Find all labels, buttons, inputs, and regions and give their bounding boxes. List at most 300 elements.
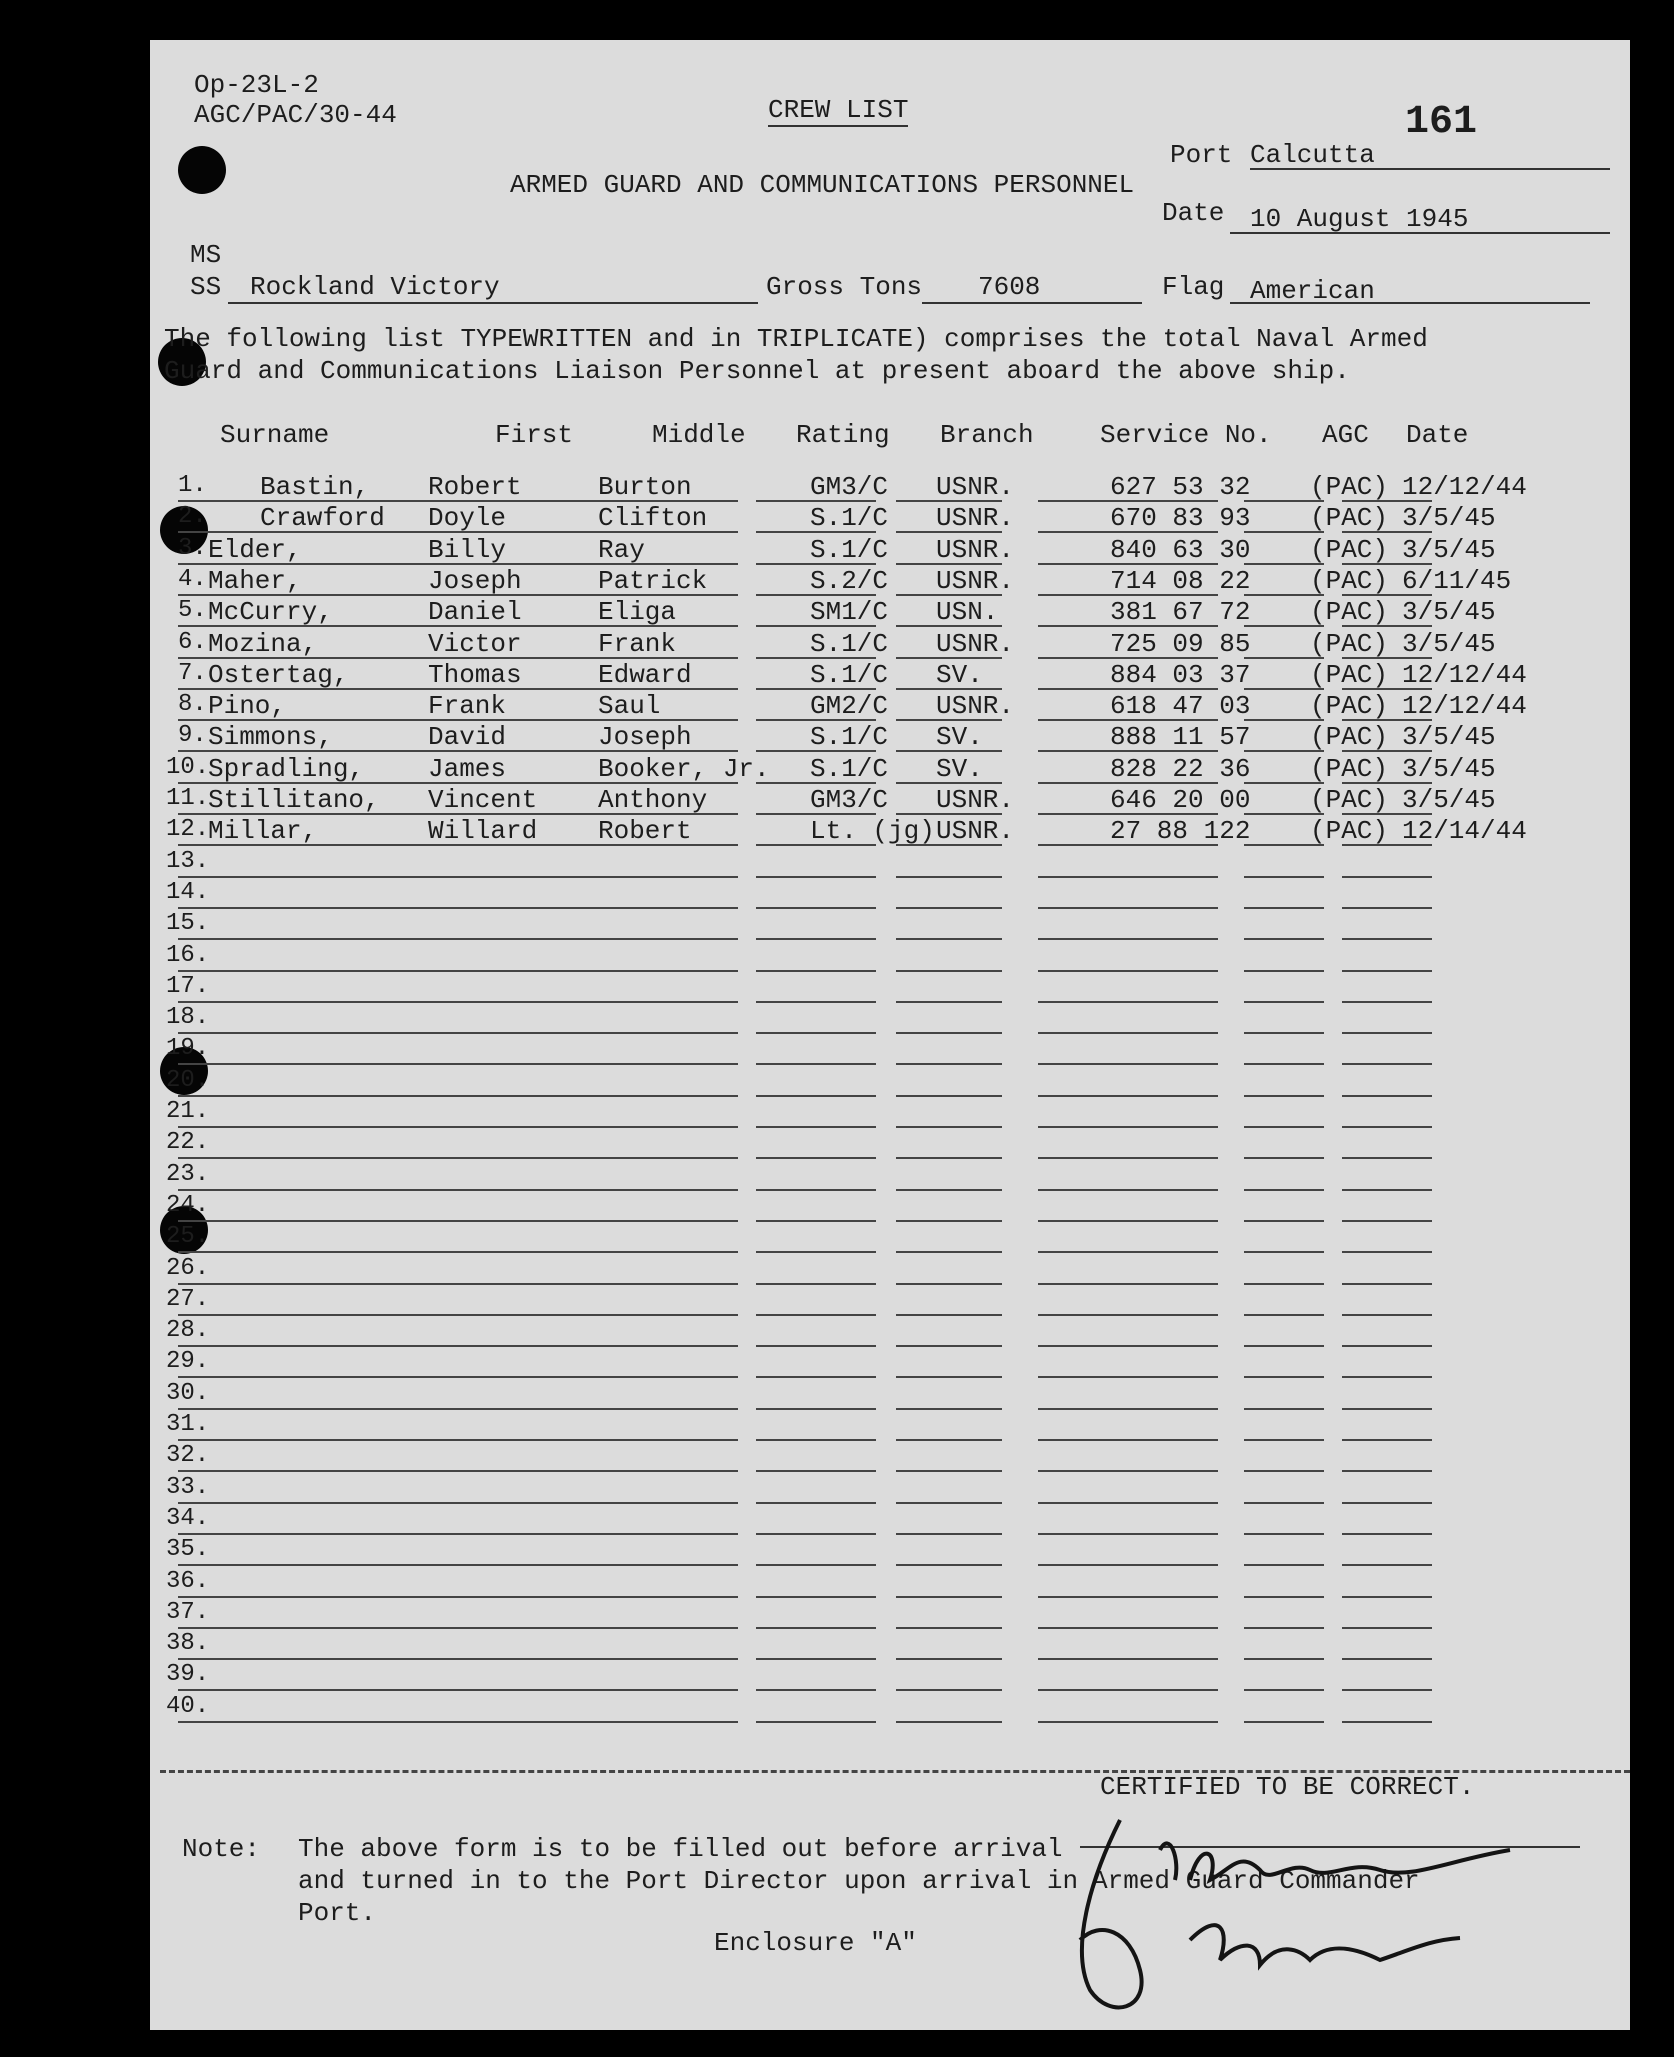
cell-date: 3/5/45 <box>1402 503 1496 534</box>
cell-service: 27 88 122 <box>1110 816 1251 847</box>
row-line <box>1342 1721 1432 1723</box>
row-line <box>178 563 738 565</box>
gross-tons-underline <box>922 302 1142 304</box>
row-line <box>1342 1314 1432 1316</box>
cell-agc: (PAC) <box>1310 659 1389 690</box>
row-line <box>178 1251 738 1253</box>
row-line <box>1038 563 1218 565</box>
row-line <box>756 1251 876 1253</box>
cell-first: David <box>428 722 507 753</box>
row-line <box>756 813 876 815</box>
row-line <box>1038 1502 1218 1504</box>
row-line <box>1342 1376 1432 1378</box>
row-number: 13. <box>166 847 210 875</box>
row-line <box>178 1063 738 1065</box>
cell-first: Doyle <box>428 503 507 534</box>
row-line <box>756 1345 876 1347</box>
row-line <box>1038 1721 1218 1723</box>
row-line <box>178 1189 738 1191</box>
row-line <box>756 907 876 909</box>
row-line <box>1038 1439 1218 1441</box>
cell-first: Thomas <box>428 659 522 690</box>
row-line <box>1038 1063 1218 1065</box>
row-line <box>1342 1439 1432 1441</box>
cell-agc: (PAC) <box>1310 534 1389 565</box>
row-line <box>178 1345 738 1347</box>
row-line <box>1342 531 1432 533</box>
row-line <box>1244 1283 1324 1285</box>
row-line <box>756 1189 876 1191</box>
row-line <box>1244 813 1324 815</box>
flag-value: American <box>1250 276 1375 306</box>
row-line <box>1342 1470 1432 1472</box>
row-line <box>756 876 876 878</box>
cell-date: 3/5/45 <box>1402 628 1496 659</box>
cell-first: Victor <box>428 628 522 659</box>
row-line <box>896 625 1002 627</box>
row-line <box>1244 1408 1324 1410</box>
row-line <box>1038 782 1218 784</box>
row-line <box>1342 1689 1432 1691</box>
row-line <box>896 1251 1002 1253</box>
row-number: 23. <box>166 1160 210 1188</box>
cell-date: 12/14/44 <box>1402 816 1527 847</box>
row-line <box>1244 1126 1324 1128</box>
ms-label: MS <box>190 240 222 270</box>
certified-text: CERTIFIED TO BE CORRECT. <box>1100 1772 1475 1802</box>
row-number: 40. <box>166 1692 210 1720</box>
row-line <box>896 782 1002 784</box>
row-line <box>1244 1627 1324 1629</box>
row-line <box>178 719 738 721</box>
gross-tons-label: Gross Tons <box>766 272 923 302</box>
cell-rating: S.1/C <box>810 628 889 659</box>
row-line <box>1038 876 1218 878</box>
cell-service: 646 20 00 <box>1110 785 1251 815</box>
row-line <box>1244 844 1324 846</box>
row-line <box>756 688 876 690</box>
row-line <box>1244 876 1324 878</box>
row-number: 3. <box>178 534 207 562</box>
row-line <box>1244 907 1324 909</box>
row-line <box>756 531 876 533</box>
row-number: 30. <box>166 1379 210 1407</box>
row-number: 31. <box>166 1411 210 1438</box>
row-line <box>178 1283 738 1285</box>
cell-date: 12/12/44 <box>1402 659 1527 690</box>
row-line <box>1038 750 1218 752</box>
cell-rating: SM1/C <box>810 597 889 628</box>
cell-rating: GM2/C <box>810 691 889 722</box>
cell-surname: Elder, <box>208 534 302 565</box>
cell-first: Frank <box>428 691 507 722</box>
cell-surname: Bastin, <box>260 472 370 502</box>
row-line <box>1244 1157 1324 1159</box>
row-line <box>756 1533 876 1535</box>
cell-rating: GM3/C <box>810 472 889 502</box>
date-label: Date <box>1162 198 1225 228</box>
cell-date: 3/5/45 <box>1402 534 1496 565</box>
row-line <box>896 688 1002 690</box>
row-number: 27. <box>166 1285 210 1313</box>
row-number: 22. <box>166 1129 210 1157</box>
col-middle: Middle <box>652 420 746 450</box>
row-line <box>1244 1376 1324 1378</box>
document-page <box>150 40 1630 2030</box>
cell-rating: S.1/C <box>810 722 889 753</box>
row-line <box>756 1220 876 1222</box>
row-line <box>756 750 876 752</box>
row-line <box>178 844 738 846</box>
row-line <box>1342 1126 1432 1128</box>
row-line <box>178 876 738 878</box>
cell-date: 12/12/44 <box>1402 691 1527 722</box>
row-line <box>1038 1001 1218 1003</box>
form-code-agc: AGC/PAC/30-44 <box>194 100 397 130</box>
row-line <box>896 1314 1002 1316</box>
cell-date: 3/5/45 <box>1402 785 1496 815</box>
row-line <box>896 844 1002 846</box>
row-line <box>756 938 876 940</box>
row-line <box>1038 1314 1218 1316</box>
row-line <box>178 531 738 533</box>
row-line <box>178 938 738 940</box>
row-line <box>756 1095 876 1097</box>
cell-branch: USNR. <box>936 816 1015 847</box>
cell-surname: Simmons, <box>208 722 333 753</box>
row-line <box>1038 625 1218 627</box>
row-line <box>178 1314 738 1316</box>
cell-service: 840 63 30 <box>1110 534 1251 565</box>
cell-agc: (PAC) <box>1310 816 1389 847</box>
row-line <box>756 594 876 596</box>
row-line <box>1038 719 1218 721</box>
row-line <box>1038 1345 1218 1347</box>
row-line <box>896 1408 1002 1410</box>
cell-agc: (PAC) <box>1310 753 1389 784</box>
row-line <box>756 1564 876 1566</box>
row-line <box>896 657 1002 659</box>
row-number: 10. <box>166 753 210 781</box>
row-line <box>1038 1157 1218 1159</box>
row-line <box>756 657 876 659</box>
row-line <box>896 813 1002 815</box>
cell-first: Vincent <box>428 785 538 815</box>
cell-middle: Eliga <box>598 597 677 628</box>
row-line <box>1038 657 1218 659</box>
row-line <box>756 1314 876 1316</box>
cell-first: Willard <box>428 816 538 847</box>
cell-surname: Millar, <box>208 816 318 847</box>
row-line <box>1038 1564 1218 1566</box>
row-line <box>1038 907 1218 909</box>
cell-branch: USNR. <box>936 785 1015 815</box>
note-text-3: Port. <box>298 1898 377 1928</box>
cell-middle: Joseph <box>598 722 692 753</box>
cell-surname: Spradling, <box>208 753 365 784</box>
cell-surname: Stillitano, <box>208 785 380 815</box>
cell-date: 3/5/45 <box>1402 722 1496 753</box>
row-line <box>756 1063 876 1065</box>
row-line <box>1244 657 1324 659</box>
punch-hole <box>178 146 226 194</box>
row-line <box>1342 625 1432 627</box>
row-line <box>756 563 876 565</box>
row-line <box>1244 1470 1324 1472</box>
row-line <box>1342 500 1432 502</box>
row-line <box>1038 1658 1218 1660</box>
page-title: CREW LIST <box>768 95 909 125</box>
intro-text: The following list TYPEWRITTEN and in TRIPLICATE) comprises the total Naval Armed <box>164 324 1428 354</box>
row-line <box>1244 1658 1324 1660</box>
row-line <box>178 1439 738 1441</box>
row-line <box>1244 1220 1324 1222</box>
row-number: 26. <box>166 1254 210 1282</box>
row-line <box>1244 719 1324 721</box>
row-line <box>756 1439 876 1441</box>
row-line <box>756 1658 876 1660</box>
cell-middle: Frank <box>598 628 677 659</box>
gross-tons-value: 7608 <box>978 272 1041 302</box>
intro-text-2: Guard and Communications Liaison Personnel at present aboard the above ship. <box>164 356 1350 386</box>
row-line <box>1244 1596 1324 1598</box>
cell-branch: USN. <box>936 597 999 628</box>
row-line <box>1244 1439 1324 1441</box>
row-line <box>896 1627 1002 1629</box>
row-line <box>1342 1032 1432 1034</box>
row-line <box>1244 782 1324 784</box>
row-line <box>178 1564 738 1566</box>
row-line <box>178 1408 738 1410</box>
row-number: 5. <box>178 597 207 625</box>
row-line <box>1038 844 1218 846</box>
row-line <box>178 1627 738 1629</box>
row-line <box>1038 1220 1218 1222</box>
row-line <box>178 1095 738 1097</box>
row-line <box>178 688 738 690</box>
row-line <box>1038 688 1218 690</box>
cell-service: 884 03 37 <box>1110 659 1251 690</box>
row-line <box>756 970 876 972</box>
row-line <box>178 1001 738 1003</box>
row-line <box>1038 1470 1218 1472</box>
row-line <box>1038 1189 1218 1191</box>
row-line <box>896 1220 1002 1222</box>
row-line <box>896 1189 1002 1191</box>
row-number: 8. <box>178 691 207 719</box>
row-line <box>756 1470 876 1472</box>
row-line <box>1244 1189 1324 1191</box>
row-line <box>896 1095 1002 1097</box>
row-line <box>178 500 738 502</box>
cell-date: 3/5/45 <box>1402 597 1496 628</box>
row-line <box>756 719 876 721</box>
row-line <box>1342 970 1432 972</box>
row-line <box>1342 1063 1432 1065</box>
row-number: 39. <box>166 1661 210 1689</box>
row-line <box>1038 1408 1218 1410</box>
row-line <box>1342 1627 1432 1629</box>
cell-service: 714 08 22 <box>1110 565 1251 596</box>
cell-middle: Clifton <box>598 503 708 534</box>
row-line <box>178 1689 738 1691</box>
row-line <box>1342 563 1432 565</box>
form-code: Op-23L-2 <box>194 70 319 100</box>
cell-branch: USNR. <box>936 565 1015 596</box>
row-number: 16. <box>166 941 210 969</box>
row-line <box>756 782 876 784</box>
cell-date: 3/5/45 <box>1402 753 1496 784</box>
row-line <box>178 813 738 815</box>
row-line <box>756 1283 876 1285</box>
col-date: Date <box>1406 420 1469 450</box>
row-line <box>1342 1283 1432 1285</box>
row-line <box>896 970 1002 972</box>
cell-branch: USNR. <box>936 534 1015 565</box>
cell-agc: (PAC) <box>1310 597 1389 628</box>
col-surname: Surname <box>220 420 330 450</box>
cell-first: Joseph <box>428 565 522 596</box>
cell-surname: Crawford <box>260 503 385 534</box>
row-line <box>178 750 738 752</box>
cell-branch: USNR. <box>936 472 1015 502</box>
cell-agc: (PAC) <box>1310 472 1389 502</box>
cell-middle: Patrick <box>598 565 708 596</box>
row-line <box>896 1596 1002 1598</box>
row-line <box>756 1502 876 1504</box>
row-line <box>896 1502 1002 1504</box>
row-line <box>1244 625 1324 627</box>
cell-middle: Anthony <box>598 785 708 815</box>
port-value: Calcutta <box>1250 140 1375 170</box>
row-line <box>756 1032 876 1034</box>
row-line <box>1342 1408 1432 1410</box>
row-line <box>1342 1564 1432 1566</box>
row-line <box>896 750 1002 752</box>
row-number: 20. <box>166 1066 210 1094</box>
row-line <box>896 1126 1002 1128</box>
row-number: 9. <box>178 722 207 750</box>
row-line <box>896 1345 1002 1347</box>
row-line <box>1038 531 1218 533</box>
commander-label: Armed Guard Commander <box>1092 1866 1420 1896</box>
row-number: 32. <box>166 1442 210 1470</box>
row-line <box>1244 531 1324 533</box>
row-line <box>1342 719 1432 721</box>
cell-agc: (PAC) <box>1310 785 1389 815</box>
row-line <box>1244 563 1324 565</box>
col-branch: Branch <box>940 420 1034 450</box>
row-line <box>896 1470 1002 1472</box>
row-line <box>1038 1376 1218 1378</box>
row-line <box>896 500 1002 502</box>
cell-surname: Mozina, <box>208 628 318 659</box>
row-number: 38. <box>166 1630 210 1658</box>
row-line <box>178 782 738 784</box>
row-line <box>896 1032 1002 1034</box>
cell-middle: Edward <box>598 659 692 690</box>
row-line <box>756 1596 876 1598</box>
row-line <box>1342 813 1432 815</box>
row-line <box>1244 1001 1324 1003</box>
row-line <box>1244 1345 1324 1347</box>
row-line <box>896 531 1002 533</box>
row-line <box>896 1063 1002 1065</box>
cell-service: 627 53 32 <box>1110 472 1251 502</box>
port-label: Port <box>1170 140 1233 170</box>
cell-rating: GM3/C <box>810 785 889 815</box>
row-line <box>896 1689 1002 1691</box>
row-line <box>178 1533 738 1535</box>
cell-service: 381 67 72 <box>1110 597 1251 628</box>
row-line <box>1342 782 1432 784</box>
cell-rating: S.2/C <box>810 565 889 596</box>
cell-agc: (PAC) <box>1310 691 1389 722</box>
cell-date: 12/12/44 <box>1402 472 1527 502</box>
row-line <box>1244 1533 1324 1535</box>
row-line <box>896 1721 1002 1723</box>
row-line <box>178 1658 738 1660</box>
cell-middle: Burton <box>598 472 692 502</box>
cell-first: Billy <box>428 534 507 565</box>
row-line <box>756 844 876 846</box>
row-line <box>896 907 1002 909</box>
row-line <box>1038 1533 1218 1535</box>
row-line <box>896 1283 1002 1285</box>
row-line <box>1038 1095 1218 1097</box>
row-line <box>1342 1095 1432 1097</box>
row-number: 21. <box>166 1098 210 1125</box>
cell-surname: Maher, <box>208 565 302 596</box>
row-number: 18. <box>166 1004 210 1032</box>
cell-agc: (PAC) <box>1310 565 1389 596</box>
cell-rating: S.1/C <box>810 659 889 690</box>
row-line <box>1342 876 1432 878</box>
row-number: 6. <box>178 628 207 656</box>
cell-first: Daniel <box>428 597 522 628</box>
row-line <box>178 594 738 596</box>
row-number: 37. <box>166 1598 210 1626</box>
row-line <box>1342 1658 1432 1660</box>
row-line <box>178 1032 738 1034</box>
row-number: 12. <box>166 816 210 844</box>
row-line <box>1244 1721 1324 1723</box>
row-line <box>1244 1689 1324 1691</box>
row-line <box>1038 938 1218 940</box>
row-line <box>756 1408 876 1410</box>
row-line <box>896 938 1002 940</box>
row-line <box>178 1157 738 1159</box>
col-agc: AGC <box>1322 420 1369 450</box>
row-line <box>1244 1032 1324 1034</box>
row-line <box>756 1126 876 1128</box>
cell-date: 6/11/45 <box>1402 565 1512 596</box>
row-line <box>1038 1251 1218 1253</box>
row-line <box>178 1721 738 1723</box>
note-text: The above form is to be filled out before arrival <box>298 1834 1063 1864</box>
row-line <box>1038 1126 1218 1128</box>
cell-rating: S.1/C <box>810 503 889 534</box>
row-line <box>896 876 1002 878</box>
row-line <box>178 1470 738 1472</box>
cell-agc: (PAC) <box>1310 628 1389 659</box>
row-line <box>1038 500 1218 502</box>
cell-rating: S.1/C <box>810 534 889 565</box>
signature <box>1030 1790 1590 2040</box>
ship-name: Rockland Victory <box>250 272 500 302</box>
row-number: 36. <box>166 1567 210 1595</box>
cell-service: 618 47 03 <box>1110 691 1251 722</box>
